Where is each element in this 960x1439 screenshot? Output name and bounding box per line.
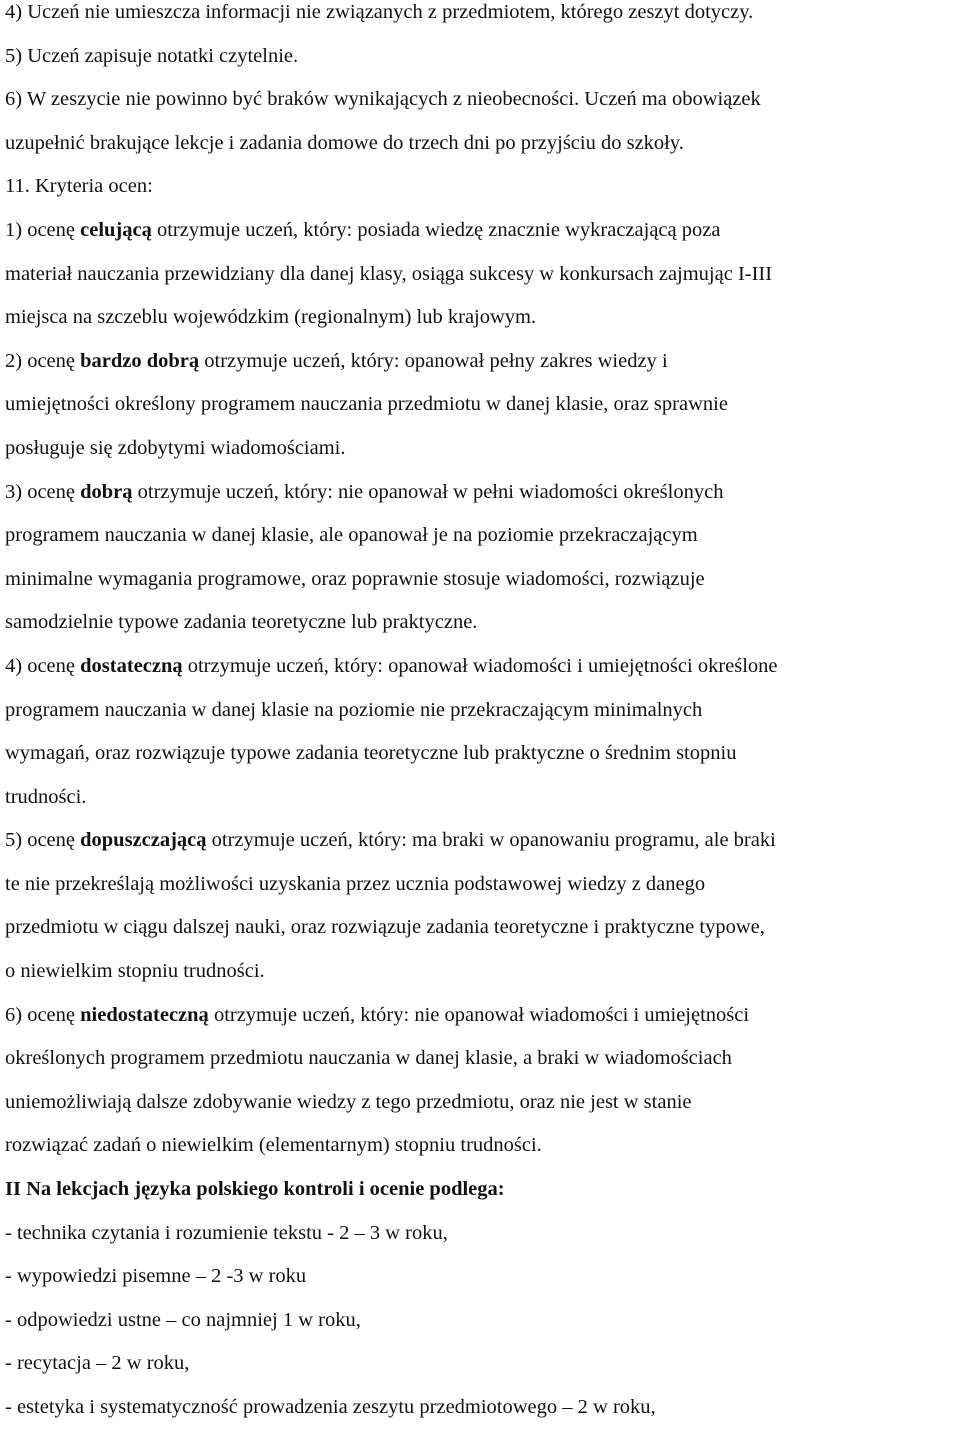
grade-5-rest: otrzymuje uczeń, który: ma braki w opanowaniu programu, ale braki (206, 829, 776, 852)
document-page (5, 0, 957, 1439)
rule-6-line-1: 6) W zeszycie nie powinno być braków wynikających z nieobecności. Uczeń ma obowiązek (5, 88, 761, 111)
grade-6-line-1 (5, 1003, 957, 1047)
list-item: - technika czytania i rozumienie tekstu - 2 – 3 w roku, (5, 1221, 448, 1244)
grade-2-name: bardzo dobrą (80, 349, 200, 372)
grade-4-line-2: programem nauczania w danej klasie na poziomie nie przekraczającym minimalnych (5, 698, 703, 721)
rule-5: 5) Uczeń zapisuje notatki czytelnie. (5, 44, 299, 67)
grade-2-line-3: posługuje się zdobytymi wiadomościami. (5, 436, 346, 459)
grade-4-line-3: wymagań, oraz rozwiązuje typowe zadania teoretyczne lub praktyczne o średnim stopniu (5, 742, 737, 765)
grade-1-rest: otrzymuje uczeń, który: posiada wiedzę znacznie wykraczającą poza (151, 218, 721, 241)
grade-3-rest: otrzymuje uczeń, który: nie opanował w pełni wiadomości określonych (132, 480, 724, 503)
grade-2-prefix: 2) ocenę (5, 349, 81, 372)
grade-6-rest: otrzymuje uczeń, który: nie opanował wiadomości i umiejętności (208, 1003, 750, 1026)
grade-6-line-2: określonych programem przedmiotu nauczania w danej klasie, a braki w wiadomościach (5, 1047, 732, 1070)
grade-2-line-2: umiejętności określony programem nauczania przedmiotu w danej klasie, oraz sprawnie (5, 393, 728, 416)
grade-3-line-4: samodzielnie typowe zadania teoretyczne lub praktyczne. (5, 611, 478, 634)
rule-4: 4) Uczeń nie umieszcza informacji nie związanych z przedmiotem, którego zeszyt dotyczy. (5, 1, 754, 23)
grade-5-line-1 (5, 828, 957, 872)
grade-3-line-1 (5, 480, 957, 524)
grade-2-line-1 (5, 349, 957, 393)
list-item: - estetyka i systematyczność prowadzenia zeszytu przedmiotowego – 2 w roku, (5, 1396, 656, 1418)
grade-4-rest: otrzymuje uczeń, który: opanował wiadomości i umiejętności określone (182, 654, 778, 677)
grade-2-rest: otrzymuje uczeń, który: opanował pełny zakres wiedzy i (199, 349, 668, 372)
grade-1-prefix: 1) ocenę (5, 218, 81, 241)
grade-4-name: dostateczną (80, 654, 183, 677)
rule-6-line-2: uzupełnić brakujące lekcje i zadania domowe do trzech dni po przyjściu do szkoły. (5, 131, 684, 154)
grade-6-line-4: rozwiązać zadań o niewielkim (elementarnym) stopniu trudności. (5, 1134, 542, 1157)
grade-3-name: dobrą (80, 480, 133, 503)
grade-5-line-2: te nie przekreślają możliwości uzyskania przez ucznia podstawowej wiedzy z danego (5, 872, 706, 895)
grade-6-prefix: 6) ocenę (5, 1003, 81, 1026)
criteria-title: 11. Kryteria ocen: (5, 175, 153, 198)
grade-1-line-3: miejsca na szczeblu wojewódzkim (regionalnym) lub krajowym. (5, 306, 537, 329)
grade-5-line-4: o niewielkim stopniu trudności. (5, 960, 265, 983)
grade-3-line-2: programem nauczania w danej klasie, ale opanował je na poziomie przekraczającym (5, 524, 698, 547)
list-item: - odpowiedzi ustne – co najmniej 1 w roku, (5, 1308, 361, 1331)
grade-3-line-3: minimalne wymagania programowe, oraz poprawnie stosuje wiadomości, rozwiązuje (5, 567, 705, 590)
list-item: - wypowiedzi pisemne – 2 -3 w roku (5, 1265, 307, 1288)
grade-6-name: niedostateczną (80, 1003, 209, 1026)
grade-6-line-3: uniemożliwiają dalsze zdobywanie wiedzy z tego przedmiotu, oraz nie jest w stanie (5, 1090, 692, 1113)
section-2-heading: II Na lekcjach języka polskiego kontroli i ocenie podlega: (5, 1178, 505, 1201)
grade-5-prefix: 5) ocenę (5, 829, 81, 852)
grade-1-name: celującą (80, 218, 152, 241)
grade-5-name: dopuszczającą (80, 829, 207, 852)
grade-4-prefix: 4) ocenę (5, 654, 81, 677)
list-item: - recytacja – 2 w roku, (5, 1352, 190, 1375)
grade-1-line-2: materiał nauczania przewidziany dla danej klasy, osiąga sukcesy w konkursach zajmując I-III (5, 262, 773, 285)
grade-4-line-4: trudności. (5, 785, 87, 808)
grade-3-prefix: 3) ocenę (5, 480, 81, 503)
grade-4-line-1 (5, 654, 957, 698)
grade-1-line-1 (5, 218, 957, 262)
grade-5-line-3: przedmiotu w ciągu dalszej nauki, oraz rozwiązuje zadania teoretyczne i praktyczne typowe, (5, 916, 765, 939)
